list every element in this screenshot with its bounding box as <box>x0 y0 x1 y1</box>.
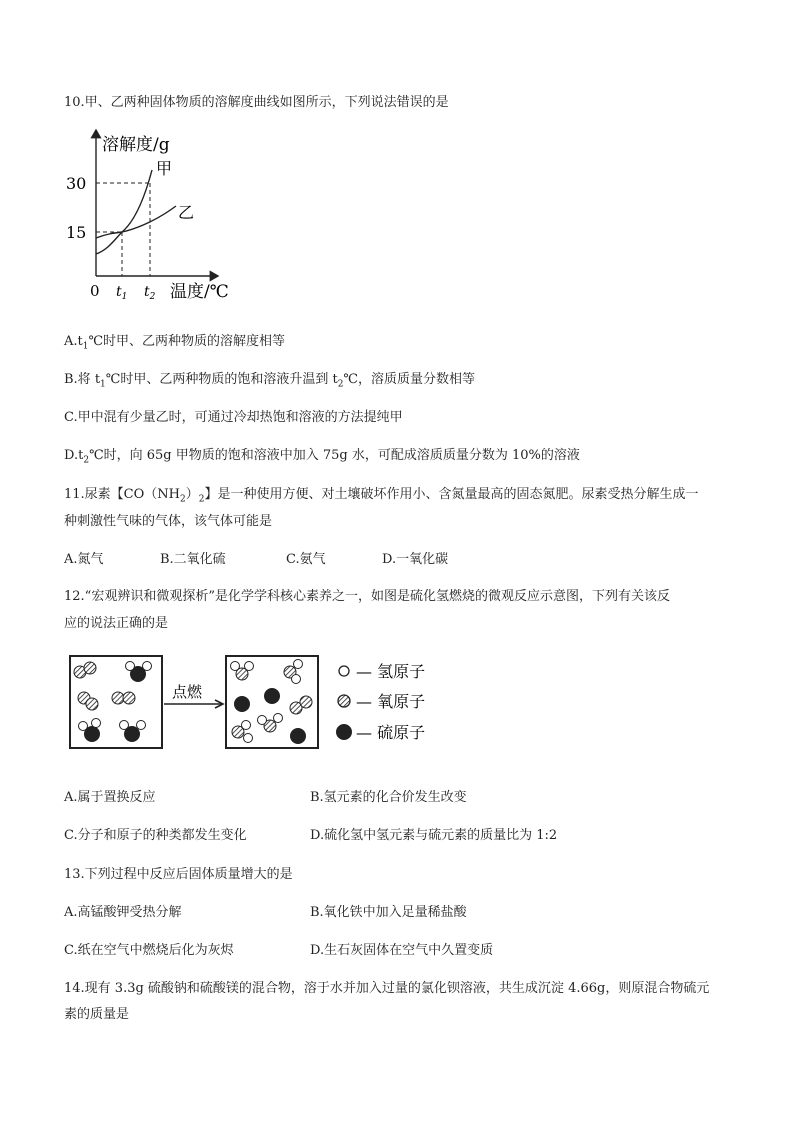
q12-option-d: D.硫化氢中氢元素与硫元素的质量比为 1:2 <box>310 828 558 843</box>
q12-option-c: C.分子和原子的种类都发生变化 <box>64 828 247 843</box>
solubility-graph <box>60 126 260 306</box>
hydrogen-legend-icon <box>339 666 349 676</box>
svg-text:t2 <box>144 284 156 302</box>
q12-option-b: B.氢元素的化合价发生改变 <box>310 790 467 805</box>
origin-label: 0 <box>90 282 100 300</box>
q13-option-a: A.高锰酸钾受热分解 <box>64 905 182 920</box>
t1-label: t <box>116 284 122 300</box>
legend-hydrogen: — 氢原子 <box>356 662 426 681</box>
curve-jia-label: 甲 <box>156 159 173 178</box>
q11-stem-line2: 种刺激性气味的气体，该气体可能是 <box>64 514 273 529</box>
q12-option-a: A.属于置换反应 <box>64 790 156 805</box>
q11-option-b: B.二氧化硫 <box>160 552 226 567</box>
q10-option-c: C.甲中混有少量乙时，可通过冷却热饱和溶液的方法提纯甲 <box>64 410 403 425</box>
q11-option-a: A.氮气 <box>64 552 104 567</box>
legend-oxygen: — 氧原子 <box>356 692 426 711</box>
q13-option-b: B.氧化铁中加入足量稀盐酸 <box>310 905 467 920</box>
svg-text:t1 <box>116 284 127 302</box>
sulfur-atom-1 <box>234 696 250 712</box>
q13-stem: 13.下列过程中反应后固体质量增大的是 <box>64 867 293 882</box>
t1-sub: 1 <box>121 292 128 302</box>
q10-stem: 10.甲、乙两种固体物质的溶解度曲线如图所示，下列说法错误的是 <box>64 95 449 110</box>
q14-stem-line1: 14.现有 3.3g 硫酸钠和硫酸镁的混合物，溶于水并加入过量的氯化钡溶液，共生成沉淀 4.66g，则原混合物硫元 <box>64 981 710 996</box>
tick-label-30: 30 <box>66 174 87 193</box>
q11-stem-line1: 11.尿素【$CO(NH_2)_2$】是一种使用方便、对土壤破坏作用小、含氮量最高的固态氮肥。尿素受热分解生成一 <box>64 487 699 505</box>
q12-stem-line2: 应的说法正确的是 <box>64 616 169 631</box>
sulfur-legend-icon <box>336 724 352 740</box>
curve-yi-label: 乙 <box>178 203 195 222</box>
q14-stem-line2: 素的质量是 <box>64 1007 130 1022</box>
legend-sulfur: — 硫原子 <box>356 723 426 742</box>
q11-option-d: D.一氧化碳 <box>382 552 449 567</box>
q13-option-c: C.纸在空气中燃烧后化为灰烬 <box>64 943 234 958</box>
q10-option-b: B.将 $t_1℃$时甲、乙两种物质的饱和溶液升温到 $t_2℃$，溶质质量分数相等 <box>64 372 475 390</box>
sulfur-atom-2 <box>264 688 280 704</box>
t2-label: t <box>144 284 150 300</box>
oxygen-legend-icon <box>338 695 350 707</box>
q12-stem-line1: 12.“宏观辨识和微观探析”是化学学科核心素养之一，如图是硫化氢燃烧的微观反应示意图，下列有关该反 <box>64 589 670 604</box>
tick-label-15: 15 <box>66 223 87 242</box>
y-axis-label: 溶解度/g <box>102 135 170 155</box>
x-axis-label: 温度/℃ <box>170 282 229 302</box>
q13-option-d: D.生石灰固体在空气中久置变质 <box>310 943 494 958</box>
t2-sub: 2 <box>149 292 156 302</box>
q10-option-a: $A.t_1℃$时甲、乙两种物质的溶解度相等 <box>64 334 286 352</box>
reaction-diagram <box>66 652 466 756</box>
q10-option-d: $D.t_2℃$时，向 65g 甲物质的饱和溶液中加入 75g 水，可配成溶质质量分数为 10%的溶液 <box>64 448 580 466</box>
sulfur-atom-3 <box>290 728 306 744</box>
curve-yi <box>96 206 176 238</box>
q11-option-c: C.氨气 <box>286 552 326 567</box>
arrow-condition: 点燃 <box>172 683 203 701</box>
